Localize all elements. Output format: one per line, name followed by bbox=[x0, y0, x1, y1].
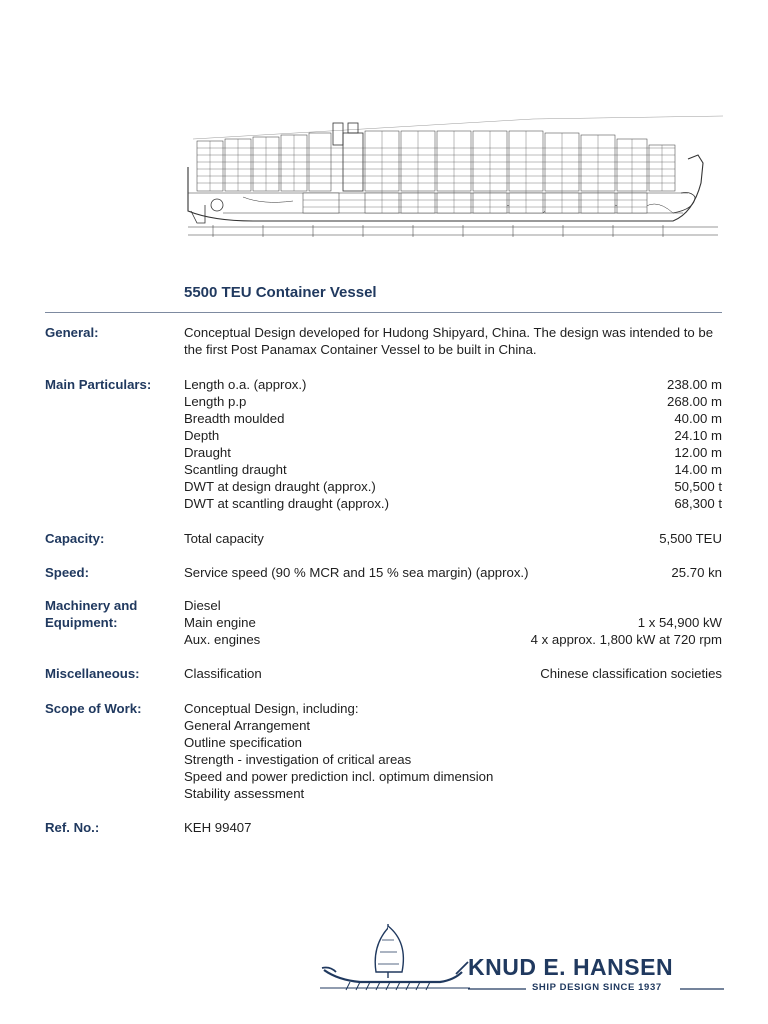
main-particulars-list bbox=[184, 376, 722, 512]
spec-value: 68,300 t bbox=[674, 496, 722, 511]
spec-value: 238.00 m bbox=[667, 377, 722, 392]
scope-line: General Arrangement bbox=[184, 718, 311, 733]
scope-line: Stability assessment bbox=[184, 786, 305, 801]
spec-row bbox=[184, 665, 722, 682]
spec-value: 4 x approx. 1,800 kW at 720 rpm bbox=[530, 632, 722, 647]
spec-name: DWT at scantling draught (approx.) bbox=[184, 496, 389, 511]
spec-value: 5,500 TEU bbox=[659, 531, 722, 546]
scope-line: Conceptual Design, including: bbox=[184, 701, 359, 716]
spec-value: 50,500 t bbox=[674, 479, 722, 494]
spec-name: Draught bbox=[184, 445, 231, 460]
spec-row bbox=[184, 631, 722, 648]
section-label: General: bbox=[45, 325, 99, 340]
spec-name: Length p.p bbox=[184, 394, 247, 409]
spec-row bbox=[184, 376, 722, 393]
section-label-line: Machinery and bbox=[45, 598, 138, 613]
spec-row bbox=[184, 410, 722, 427]
spec-name: Depth bbox=[184, 428, 220, 443]
spec-value: 24.10 m bbox=[674, 428, 722, 443]
spec-name: Diesel bbox=[184, 598, 221, 613]
spec-name: Length o.a. (approx.) bbox=[184, 377, 307, 392]
spec-row bbox=[184, 393, 722, 410]
spec-row bbox=[184, 597, 722, 614]
section-scope-of-work bbox=[45, 700, 722, 802]
section-label: Scope of Work: bbox=[45, 701, 142, 716]
scope-line: Strength - investigation of critical areas bbox=[184, 752, 412, 767]
general-description: Conceptual Design developed for Hudong Shipyard, China. The design was intended to be the first Post Panamax Container Vessel to be built in China. bbox=[184, 325, 714, 357]
spec-value: 14.00 m bbox=[674, 462, 722, 477]
spec-row bbox=[184, 427, 722, 444]
section-label: Main Particulars: bbox=[45, 377, 152, 392]
spec-row bbox=[184, 461, 722, 478]
company-logo bbox=[320, 922, 724, 996]
company-name: KNUD E. HANSEN bbox=[468, 954, 674, 980]
ref-number: KEH 99407 bbox=[184, 820, 252, 835]
spec-value: 40.00 m bbox=[674, 411, 722, 426]
ship-profile-drawing bbox=[183, 113, 725, 253]
container-ship-profile-icon bbox=[183, 113, 725, 253]
spec-name: Service speed (90 % MCR and 15 % sea margin) (approx.) bbox=[184, 565, 529, 580]
spec-row bbox=[184, 478, 722, 495]
section-label: Miscellaneous: bbox=[45, 666, 140, 681]
spec-row bbox=[184, 564, 722, 581]
section-machinery bbox=[45, 597, 722, 648]
scope-line: Speed and power prediction incl. optimum dimension bbox=[184, 769, 494, 784]
spec-value: 268.00 m bbox=[667, 394, 722, 409]
spec-name: Aux. engines bbox=[184, 632, 261, 647]
section-label: Capacity: bbox=[45, 531, 105, 546]
section-label: Ref. No.: bbox=[45, 820, 100, 835]
spec-value: 1 x 54,900 kW bbox=[637, 615, 722, 630]
sailing-ship-icon bbox=[320, 922, 470, 992]
spec-row bbox=[184, 530, 722, 547]
title-divider bbox=[45, 312, 722, 313]
company-tagline: SHIP DESIGN SINCE 1937 bbox=[532, 982, 662, 993]
spec-value: 12.00 m bbox=[674, 445, 722, 460]
section-label bbox=[45, 597, 180, 631]
section-main-particulars bbox=[45, 376, 722, 512]
spec-name: Breadth moulded bbox=[184, 411, 285, 426]
section-general bbox=[45, 324, 722, 358]
spec-row bbox=[184, 614, 722, 631]
section-miscellaneous bbox=[45, 665, 722, 682]
scope-list bbox=[184, 700, 722, 802]
scope-line: Outline specification bbox=[184, 735, 303, 750]
spec-name: Classification bbox=[184, 666, 262, 681]
spec-row bbox=[184, 495, 722, 512]
spec-row bbox=[184, 444, 722, 461]
spec-name: Scantling draught bbox=[184, 462, 287, 477]
section-capacity bbox=[45, 530, 722, 547]
spec-name: DWT at design draught (approx.) bbox=[184, 479, 376, 494]
section-speed bbox=[45, 564, 722, 581]
section-label-line: Equipment: bbox=[45, 615, 118, 630]
spec-name: Total capacity bbox=[184, 531, 264, 546]
section-label: Speed: bbox=[45, 565, 89, 580]
section-ref-no bbox=[45, 819, 722, 836]
spec-name: Main engine bbox=[184, 615, 256, 630]
spec-value: Chinese classification societies bbox=[540, 666, 722, 681]
document-title: 5500 TEU Container Vessel bbox=[184, 284, 377, 301]
spec-value: 25.70 kn bbox=[671, 565, 722, 580]
